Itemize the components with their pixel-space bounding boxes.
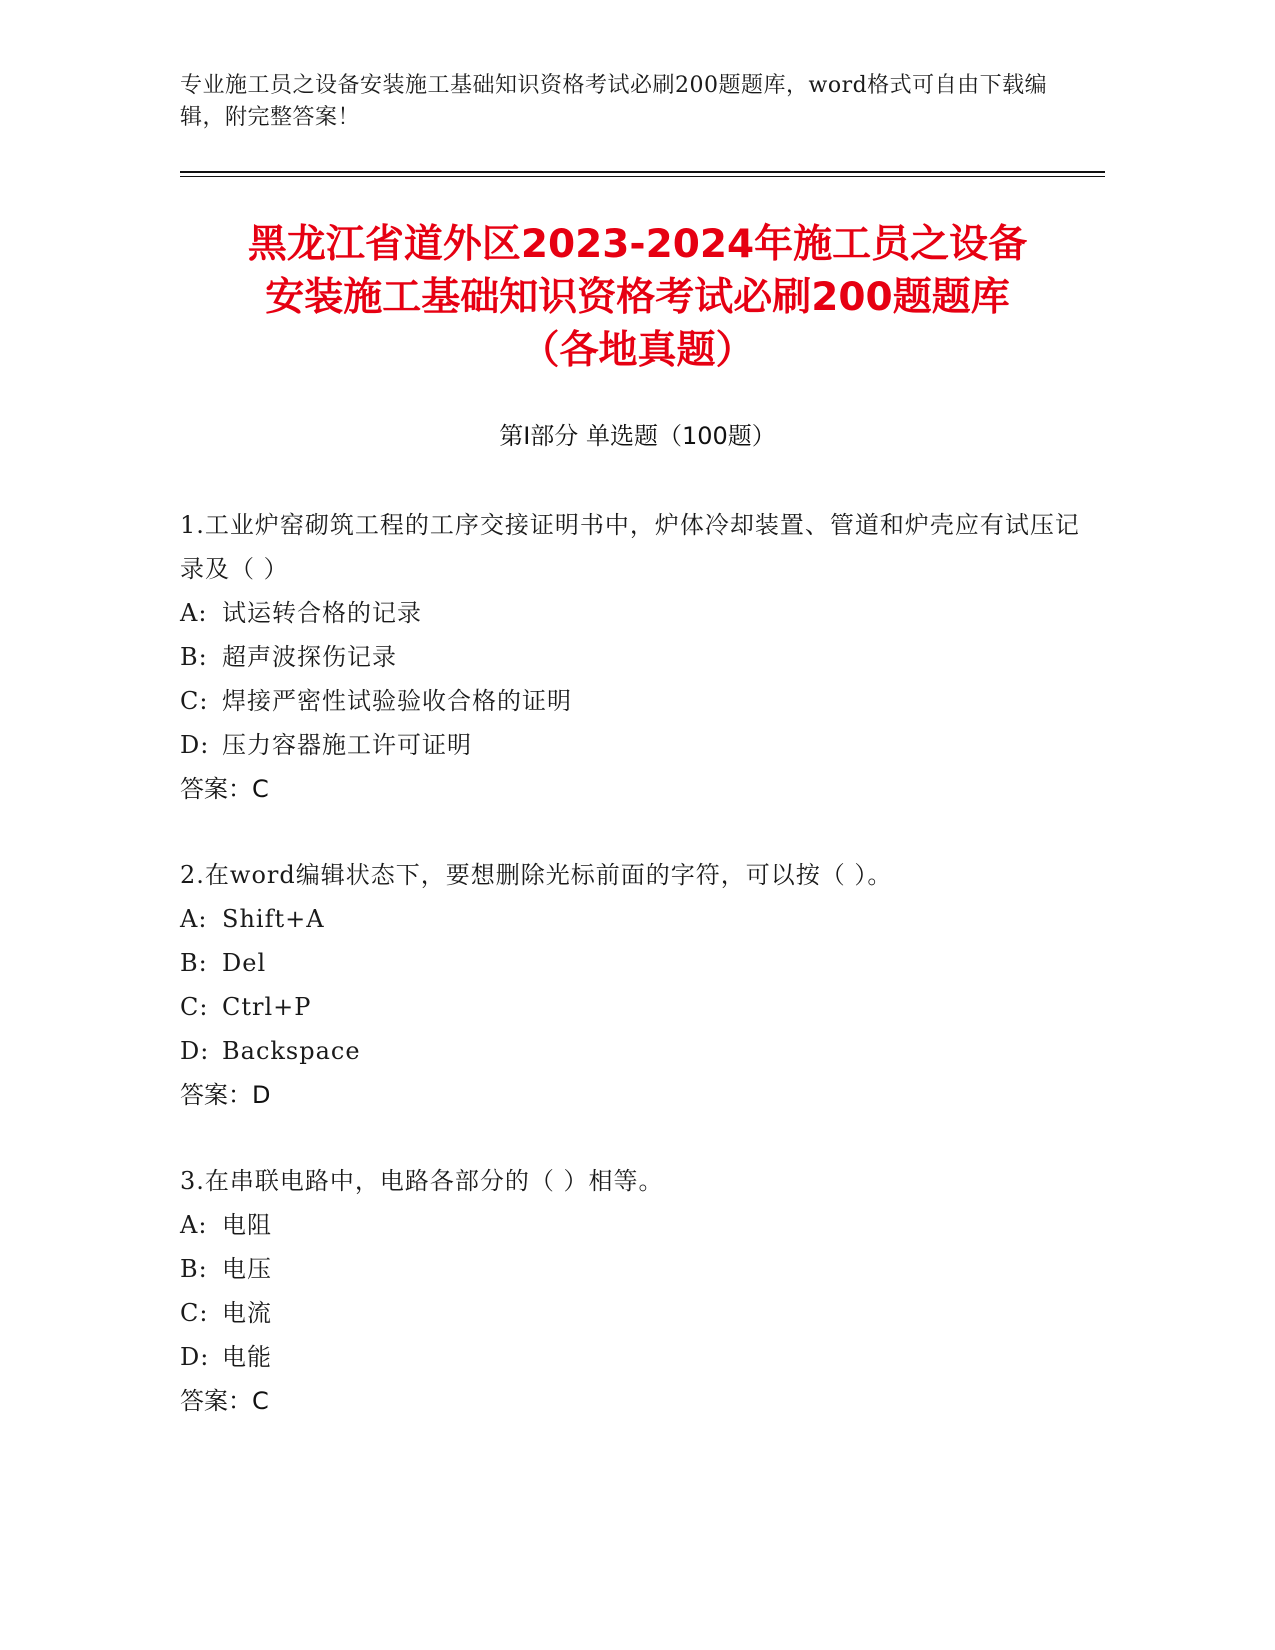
question-answer: 答案：C <box>180 1387 269 1415</box>
question-option-a <box>180 591 1080 635</box>
document-title <box>160 218 1115 377</box>
option-letter: A: <box>180 1211 208 1239</box>
option-text: 压力容器施工许可证明 <box>222 731 472 759</box>
header-rule-thin <box>180 176 1105 177</box>
option-text: 焊接严密性试验验收合格的证明 <box>222 687 572 715</box>
option-text: Del <box>222 949 267 977</box>
option-letter: D: <box>180 1037 210 1065</box>
option-text: 试运转合格的记录 <box>222 599 422 627</box>
question-option-b <box>180 635 1080 679</box>
question-list <box>180 503 1080 1465</box>
question-2 <box>180 853 1080 1117</box>
header-note: 专业施工员之设备安装施工基础知识资格考试必刷200题题库，word格式可自由下载编辑，附完整答案！ <box>180 73 1048 130</box>
question-stem: 1.工业炉窑砌筑工程的工序交接证明书中，炉体冷却装置、管道和炉壳应有试压记录及（ ） <box>180 511 1080 583</box>
question-option-d <box>180 1029 1080 1073</box>
title-line-2: 安装施工基础知识资格考试必刷200题题库 <box>265 275 1010 320</box>
question-stem: 2.在word编辑状态下，要想删除光标前面的字符，可以按（ ）。 <box>180 861 893 889</box>
option-text: Shift+A <box>222 905 325 933</box>
question-answer: 答案：C <box>180 775 269 803</box>
option-text: Ctrl+P <box>222 993 312 1021</box>
option-text: Backspace <box>222 1037 361 1065</box>
section-title: 第Ⅰ部分 单选题（100题） <box>499 422 776 450</box>
option-text: 电能 <box>222 1343 272 1371</box>
option-letter: C: <box>180 687 209 715</box>
option-text: 电阻 <box>222 1211 272 1239</box>
question-option-b <box>180 941 1080 985</box>
header-rule-thick <box>180 171 1105 173</box>
title-line-3: （各地真题） <box>520 328 755 373</box>
option-letter: C: <box>180 993 209 1021</box>
question-option-a <box>180 1203 1080 1247</box>
question-option-d <box>180 1335 1080 1379</box>
question-option-a <box>180 897 1080 941</box>
option-letter: B: <box>180 1255 208 1283</box>
question-option-c <box>180 1291 1080 1335</box>
title-line-1: 黑龙江省道外区2023-2024年施工员之设备 <box>247 222 1028 267</box>
option-letter: B: <box>180 949 208 977</box>
question-option-b <box>180 1247 1080 1291</box>
option-letter: A: <box>180 905 208 933</box>
question-option-d <box>180 723 1080 767</box>
question-option-c <box>180 679 1080 723</box>
option-letter: D: <box>180 731 210 759</box>
option-letter: D: <box>180 1343 210 1371</box>
question-stem: 3.在串联电路中，电路各部分的（ ）相等。 <box>180 1167 664 1195</box>
option-letter: C: <box>180 1299 209 1327</box>
option-text: 电流 <box>222 1299 272 1327</box>
question-option-c <box>180 985 1080 1029</box>
option-letter: A: <box>180 599 208 627</box>
question-1 <box>180 503 1080 811</box>
question-3 <box>180 1159 1080 1423</box>
option-text: 超声波探伤记录 <box>222 643 397 671</box>
option-text: 电压 <box>222 1255 272 1283</box>
question-answer: 答案：D <box>180 1081 271 1109</box>
option-letter: B: <box>180 643 208 671</box>
